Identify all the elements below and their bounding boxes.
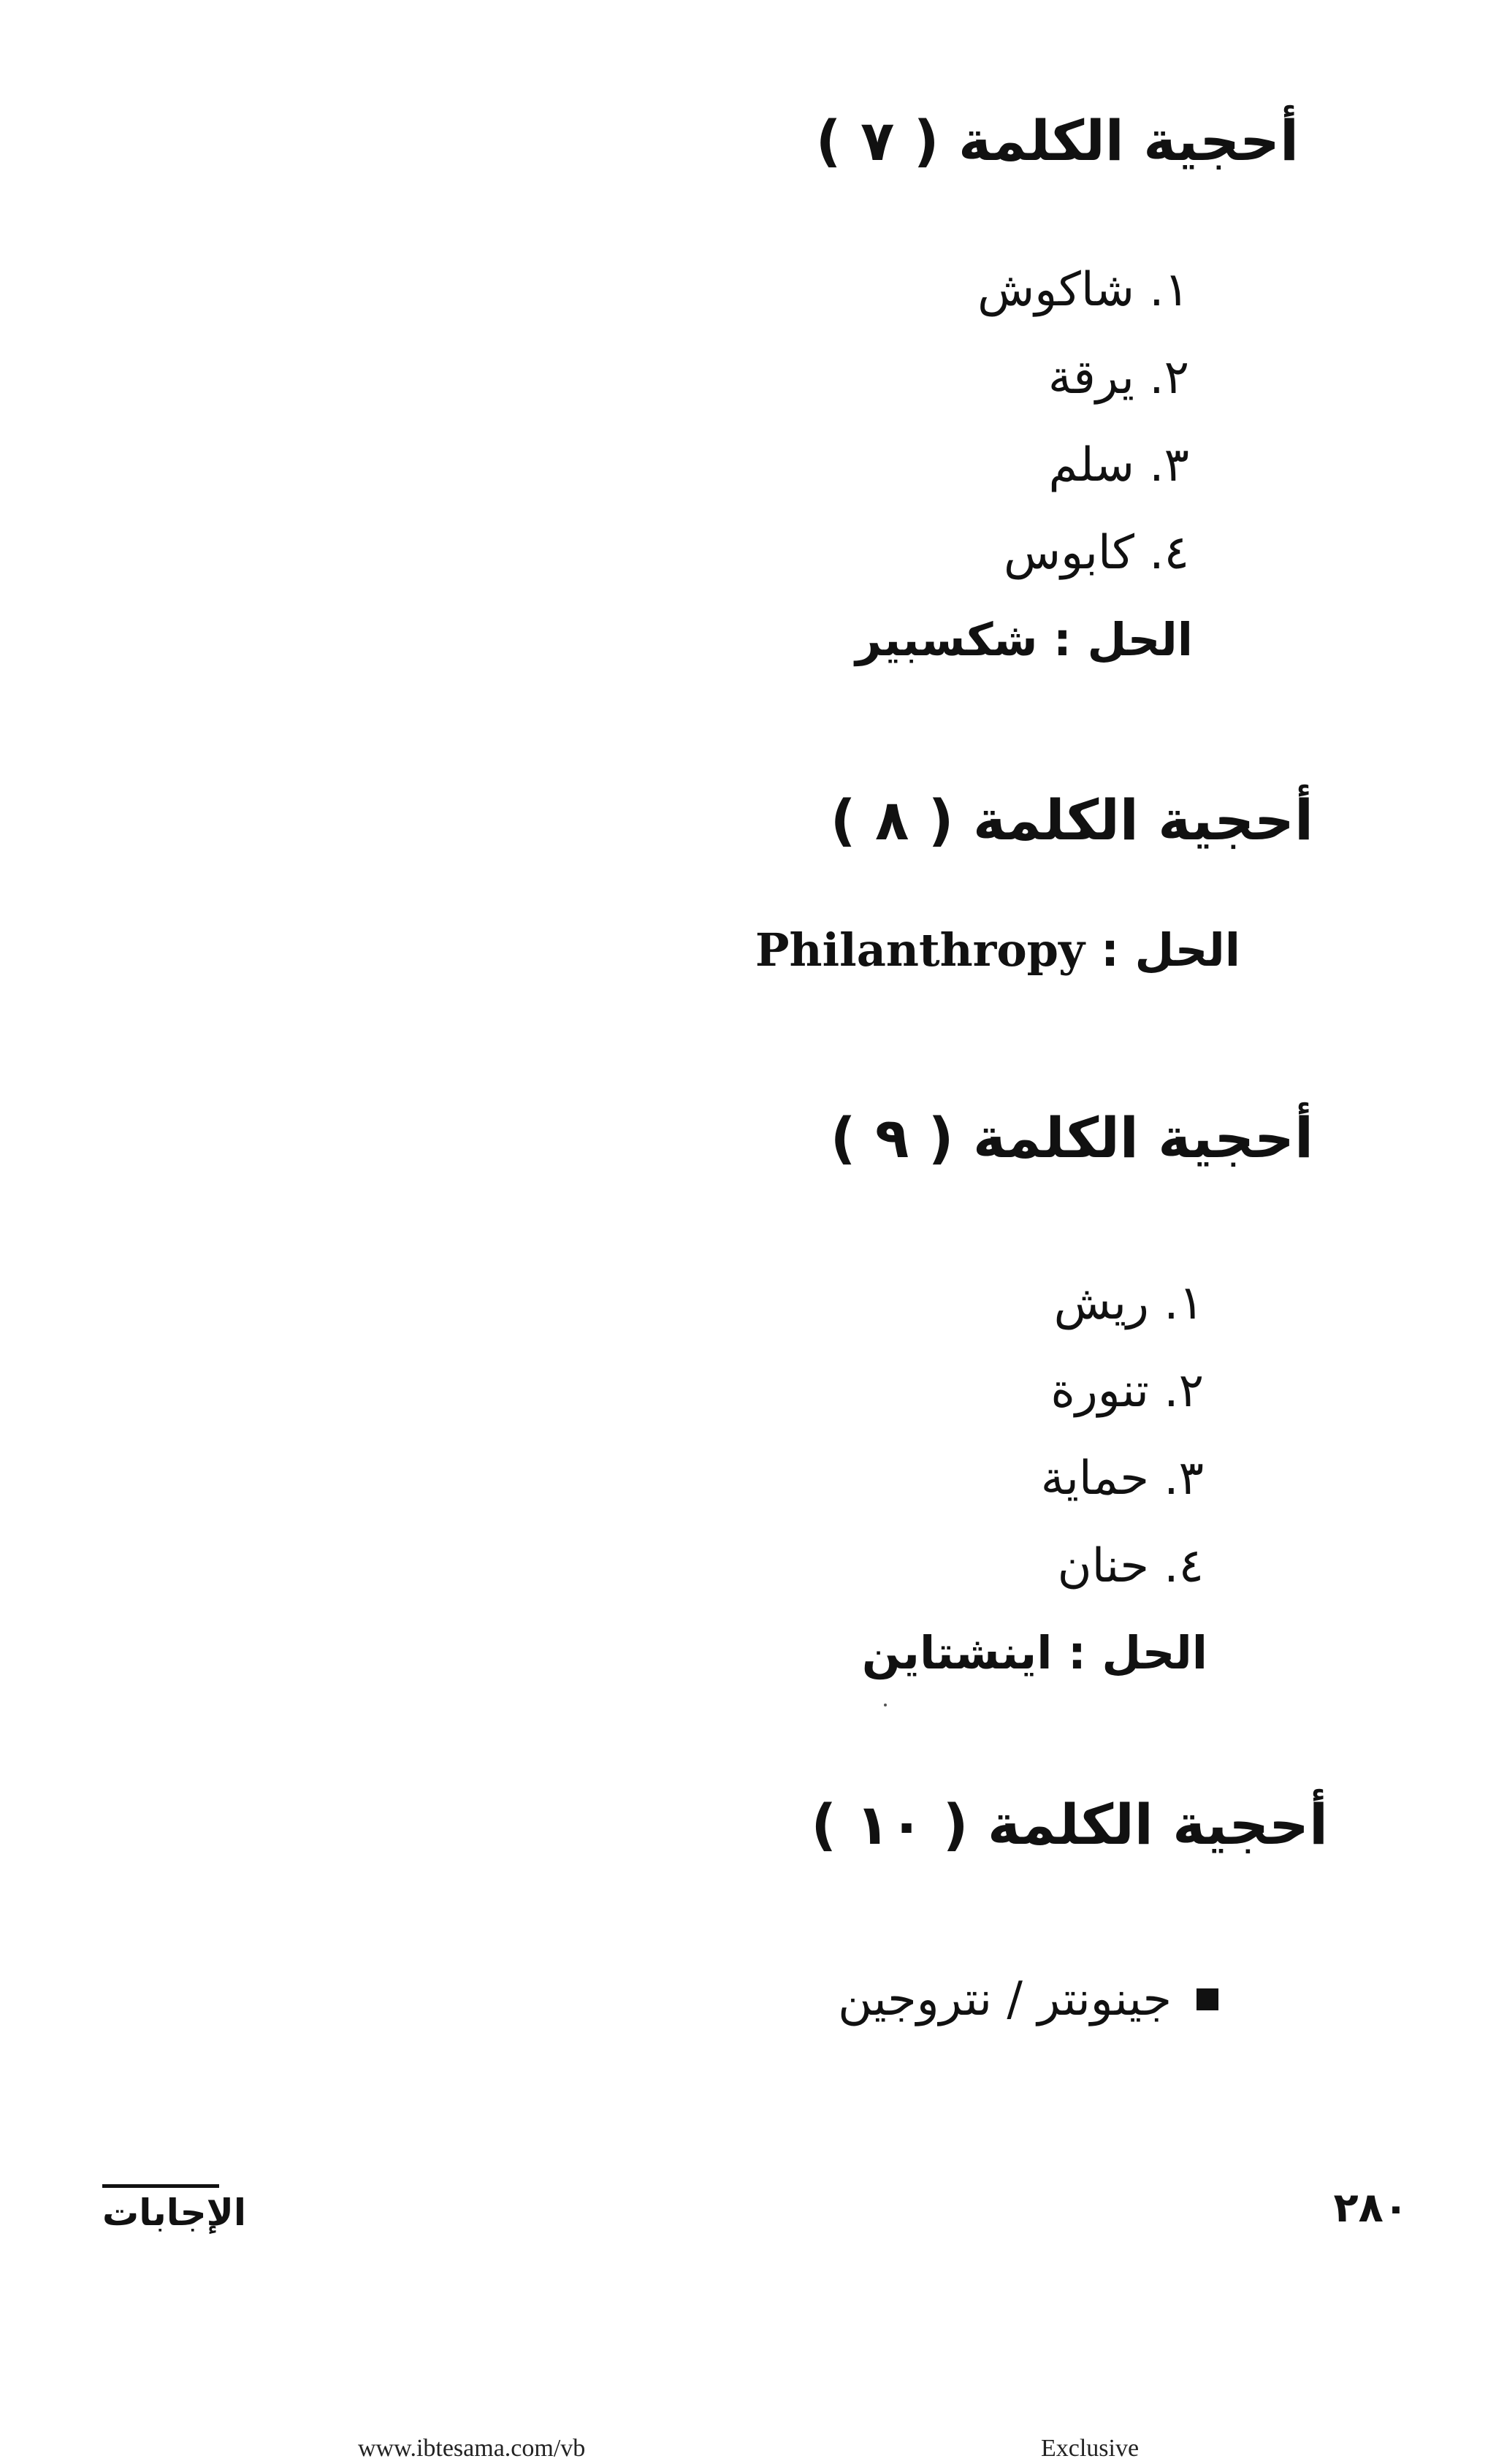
puzzle-7-item-4: ٤. كابوس (1003, 526, 1189, 580)
square-bullet-icon (1197, 1988, 1218, 2010)
chapter-title: الإجابات (102, 2192, 246, 2234)
puzzle-9-item-2: ٢. تنورة (1050, 1364, 1204, 1418)
puzzle-9-item-4: ٤. حنان (1057, 1539, 1204, 1593)
puzzle-7-item-3: ٣. سلم (1048, 438, 1189, 492)
puzzle-9-heading: أحجية الكلمة ( ٩ ) (830, 1105, 1313, 1170)
puzzle-10-heading: أحجية الكلمة ( ١٠ ) (811, 1792, 1328, 1857)
page-number: ٢٨٠ (1333, 2184, 1408, 2232)
speck (884, 1704, 887, 1706)
puzzle-9-solution: الحل : اينشتاين (861, 1626, 1207, 1679)
puzzle-8-solution-value: Philanthropy (755, 923, 1085, 977)
puzzle-10-answer (838, 1972, 1218, 2026)
puzzle-8-solution (755, 923, 1240, 977)
puzzle-9-item-3: ٣. حماية (1040, 1452, 1204, 1506)
puzzle-8-solution-label: الحل : (1101, 923, 1240, 977)
puzzle-7-item-1: ١. شاكوش (977, 263, 1189, 317)
puzzle-7-heading: أحجية الكلمة ( ٧ ) (815, 108, 1299, 173)
puzzle-7-item-2: ٢. يرقة (1047, 351, 1189, 405)
footer-tag: Exclusive (1041, 2435, 1140, 2462)
puzzle-9-item-1: ١. ريش (1053, 1276, 1204, 1330)
puzzle-7-solution: الحل : شكسبير (855, 613, 1193, 666)
puzzle-8-heading: أحجية الكلمة ( ٨ ) (830, 787, 1313, 853)
chapter-rule (102, 2184, 219, 2188)
footer-url: www.ibtesama.com/vb (358, 2435, 586, 2462)
puzzle-10-answer-text: جينونتر / نتروجين (838, 1972, 1172, 2026)
